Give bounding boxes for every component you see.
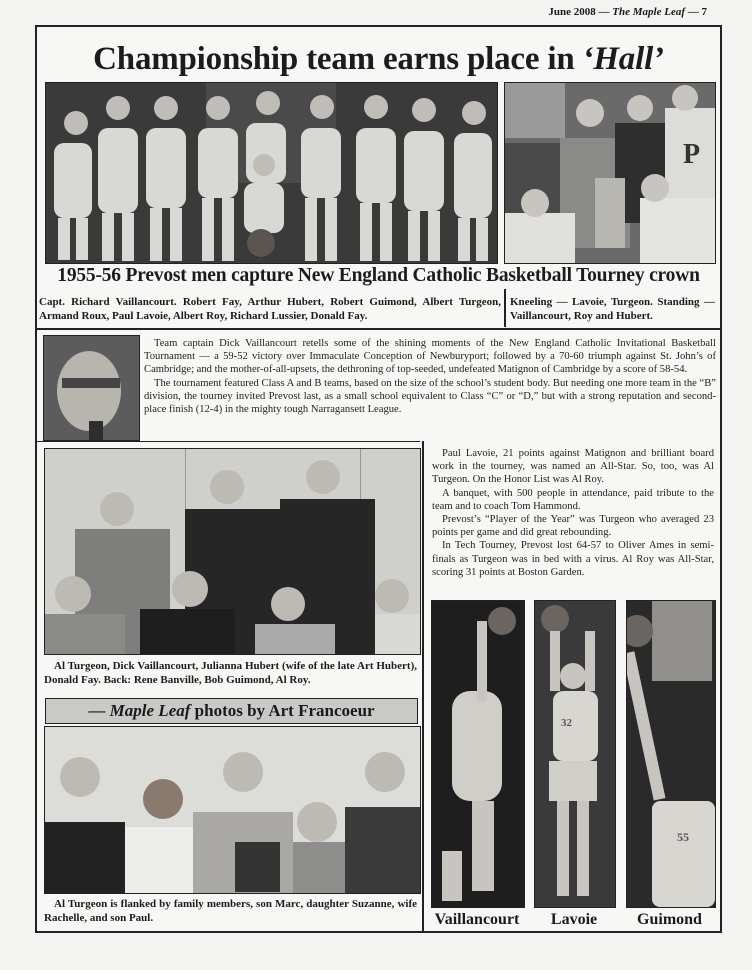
- article-headline: Championship team earns place in ‘Hall’: [93, 41, 664, 77]
- intro-text: [144, 337, 716, 416]
- microphone-icon: [89, 421, 103, 440]
- family-photo-image: [45, 727, 420, 893]
- jersey-number: 32: [561, 717, 572, 729]
- action-photo-vaillancourt: [431, 600, 525, 908]
- reunion-photo: [44, 448, 421, 655]
- basketball: [488, 607, 516, 635]
- action-photo-lavoie: [534, 600, 616, 908]
- action-label-vaillancourt: Vaillancourt: [434, 911, 520, 928]
- section-divider: [37, 441, 420, 442]
- reunion-photo-caption: Al Turgeon, Dick Vaillancourt, Julianna Hubert (wife of the late Art Hubert), Donald Fay. Back: Rene Banville, Bob Guimond, Al Roy.: [44, 660, 417, 686]
- family-photo-caption: Al Turgeon is flanked by family members, son Marc, daughter Suzanne, wife Rachelle, and son Paul.: [44, 898, 417, 924]
- reunion-photo-image: [45, 449, 420, 654]
- team-photo: [45, 82, 498, 264]
- action-photo-guimond: [626, 600, 716, 908]
- trophy-photo-image: [505, 83, 715, 263]
- portrait-image: [44, 336, 139, 440]
- family-photo: [44, 726, 421, 894]
- team-photo-caption: Capt. Richard Vaillancourt. Robert Fay, Arthur Hubert, Robert Guimond, Albert Turgeon, Armand Roux, Paul Lavoie, Albert Roy, Richard Lussier, Donald Fay.: [39, 296, 501, 322]
- basketball: [541, 605, 569, 633]
- action-photo-image: [432, 601, 524, 907]
- photo-credit: — Maple Leaf photos by Art Francoeur: [45, 698, 418, 724]
- svg-text:P: P: [683, 139, 701, 170]
- folio-date: June 2008: [548, 6, 596, 18]
- paragraph: The tournament featured Class A and B teams, based on the size of the school’s student body. But needing one more team in the “B” division, the tourney invited Prevost last, as a small school equivalent to Class “C” or “D,” but with a strong reputation and second-place finish (12-4) in the mighty tough Narragansett League.: [144, 377, 716, 416]
- folio-sep: —: [687, 6, 699, 18]
- vaillancourt-portrait: [43, 335, 140, 441]
- basketball: [247, 229, 275, 257]
- action-label-lavoie: Lavoie: [550, 911, 598, 928]
- action-photo-image: [535, 601, 615, 907]
- team-photo-image: [46, 83, 497, 263]
- jersey-number: 55: [677, 830, 689, 844]
- photo-subhead: 1955-56 Prevost men capture New England Catholic Basketball Tourney crown: [57, 265, 700, 286]
- paragraph: Paul Lavoie, 21 points against Matignon and brilliant board work in the tourney, was named an All-Star. So, too, was Al Turgeon. On the Honor List was Al Roy.: [432, 448, 714, 486]
- paragraph: A banquet, with 500 people in attendance, paid tribute to the team and to coach Tom Hammond.: [432, 487, 714, 512]
- award-plaque: [235, 842, 280, 892]
- folio-publication: The Maple Leaf: [612, 6, 685, 18]
- section-divider: [37, 328, 720, 330]
- column-divider: [422, 441, 424, 933]
- sidebar-text: [432, 447, 714, 579]
- paragraph: Prevost’s “Player of the Year” was Turgeon who averaged 23 points per game and did great rebounding.: [432, 514, 714, 539]
- paragraph: Team captain Dick Vaillancourt retells some of the shining moments of the New England Catholic Invitational Basketball Tournament — a 59-52 victory over Immaculate Conception of Newburyport; followed by a 70-60 triumph against St. John’s of Cambridge; and the mother-of-all-upsets, the dethroning of top-seeded, undefeated Matignon of Cambridge by a score of 58-54.: [144, 338, 716, 376]
- page-folio: [548, 6, 707, 18]
- article-frame: [35, 25, 722, 933]
- folio-sep: —: [598, 6, 610, 18]
- folio-page-number: 7: [701, 6, 707, 18]
- trophy-photo-caption: Kneeling — Lavoie, Turgeon. Standing — Vaillancourt, Roy and Hubert.: [510, 296, 715, 322]
- trophy-photo: [504, 82, 716, 264]
- action-label-guimond: Guimond: [637, 911, 702, 928]
- action-photo-image: [627, 601, 715, 907]
- paragraph: In Tech Tourney, Prevost lost 64-57 to Oliver Ames in semi-finals as Turgeon was in bed with a virus. Al Roy was All-Star, scoring 31 points at Boston Garden.: [432, 540, 714, 578]
- basketball-net: [652, 601, 712, 681]
- caption-divider: [504, 289, 506, 327]
